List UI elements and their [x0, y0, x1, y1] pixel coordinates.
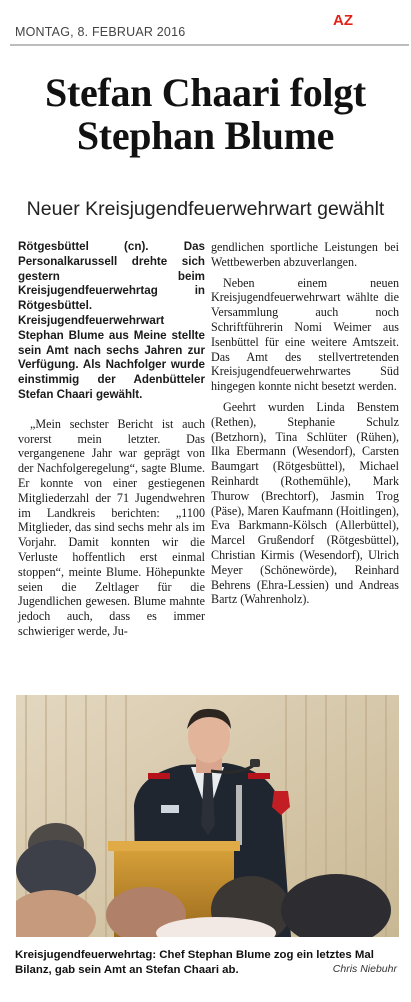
header-rule — [10, 44, 409, 46]
headline-line-1: Stefan Chaari folgt — [45, 70, 366, 115]
article-column-left — [18, 240, 205, 645]
subheadline: Neuer Kreisjugendfeuerwehrwart gewählt — [26, 198, 385, 220]
article-lede: Rötgesbüttel (cn). Das Personalkarussell drehte sich gestern beim Kreisjugendfeuerwehrtag in Rötgesbüttel. Kreisjugendfeuerwehrwart Stephan Blume aus Meine stellte sein Amt nach sechs Jahren zur Verfügung. Als Nachfolger wurde einstimmig der Adenbütteler Stefan Chaari gewählt. — [18, 240, 205, 401]
dateline: MONTAG, 8. FEBRUAR 2016 — [15, 25, 186, 39]
headline — [0, 71, 411, 157]
article-paragraph-2: Neben einem neuen Kreisjugendfeuerwehrwart wählte die Versammlung auch noch Schriftführerin Nomi Weimer aus Isenbüttel für eine weitere Amtszeit. Das Amt des stellvertretenden Kreisjugendfeuerwehrwartes Süd hingegen konnte nicht besetzt werden. — [211, 275, 399, 394]
article-paragraph-1-continued: gendlichen sportliche Leistungen bei Wettbewerben abzuverlangen. — [211, 240, 399, 269]
article-photo — [16, 695, 399, 937]
article-paragraph-3: Geehrt wurden Linda Benstem (Rethen), Stephanie Schulz (Betzhorn), Tina Schlüter (Rühen), Ilka Ebermann (Wesendorf), Carsten Baumgart (Rötgesbüttel), Michael Reinhardt (Rothemühle), Mark Thurow (Brechtorf), Jasmin Trog (Päse), Maren Kaufmann (Hoitlingen), Eva Barkmann-Kölsch (Allerbüttel), Marcel Grußendorf (Rötgesbüttel), Christian Kirmis (Wesendorf), Ulrich Meyer (Schönewörde), Reinhard Behrens (Ehra-Lessien) und Andreas Bartz (Wahrenholz). — [211, 399, 399, 607]
article-paragraph-1: „Mein sechster Bericht ist auch vorerst mein letzter. Das vergangenene Jahr war geprägt von der Nachfolgeregelung“, sagte Blume. Er konnte von einer gestiegenen Mitgliederzahl der 71 Jugendwehren im Landkreis berichten: „1100 Mitglieder, das sind sechs mehr als im Vorjahr. Damit konnten wir die Verluste hoffentlich erst einmal stoppen“, meinte Blume. Höhepunkte seien die Zeltlager für die Jugendlichen gewesen. Blume mahnte jedoch auch, dass es immer schwieriger werde, Ju- — [18, 416, 205, 638]
article-column-right — [211, 240, 399, 613]
photo-caption-text: Kreisjugendfeuerwehrtag: Chef Stephan Blume zog ein letztes Mal Bilanz, gab sein Amt an Stefan Chaari ab. — [15, 949, 374, 976]
photo-illustration — [16, 695, 399, 937]
headline-line-2: Stephan Blume — [76, 113, 335, 158]
newspaper-logo: AZ — [333, 12, 353, 29]
photo-credit: Chris Niebuhr — [329, 963, 397, 975]
